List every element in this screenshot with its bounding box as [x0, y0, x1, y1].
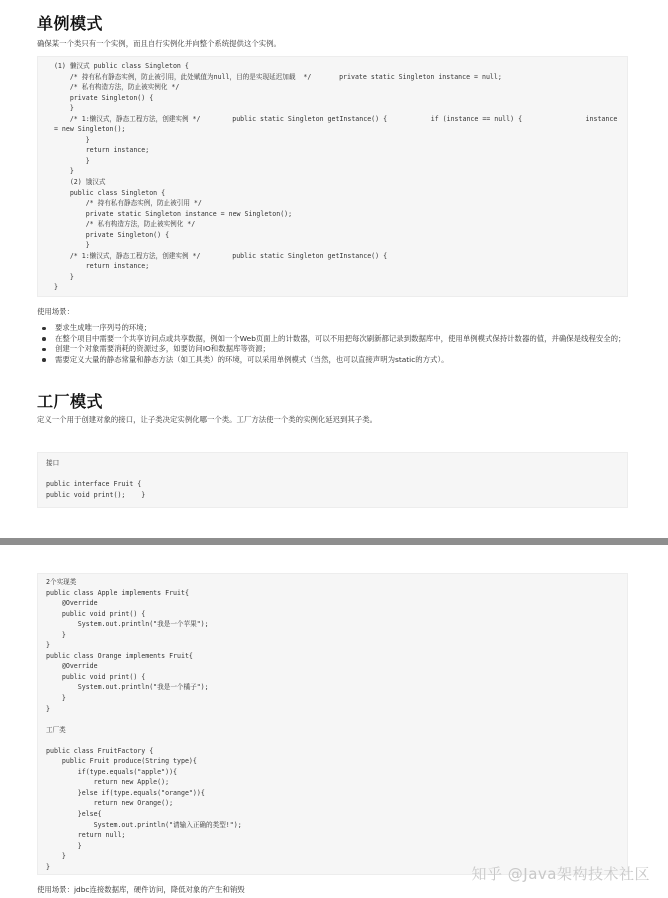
code-line: /* 持有私有静态实例，防止被引用，此处赋值为null，目的是实现延迟加载 */ private static Singleton instance = null;	[46, 72, 502, 81]
list-item: 需要定义大量的静态常量和静态方法（如工具类）的环境，可以采用单例模式（当然，也可以直接声明为static的方式）。	[37, 355, 632, 366]
singleton-usage-list	[37, 323, 632, 365]
code-line: if(type.equals("apple")){	[46, 767, 178, 776]
code-line: }	[46, 104, 74, 113]
factory-impl-code-block	[37, 573, 628, 875]
code-line: 2个实现类	[46, 578, 77, 586]
code-line: = new Singleton();	[46, 125, 126, 134]
code-line: }	[46, 272, 74, 281]
code-line: }	[46, 862, 50, 871]
code-line	[46, 469, 623, 480]
code-line: /* 私有构造方法，防止被实例化 */	[46, 220, 196, 229]
list-item: 创建一个对象需要消耗的资源过多，如要访问IO和数据库等资源；	[37, 344, 632, 355]
code-line: }	[46, 630, 66, 639]
code-line	[46, 735, 623, 746]
code-line: }else if(type.equals("orange")){	[46, 788, 205, 797]
page-bottom	[0, 545, 668, 898]
code-line: 工厂类	[46, 725, 66, 734]
code-line: }	[46, 641, 50, 650]
factory-description: 定义一个用于创建对象的接口，让子类决定实例化哪一个类。工厂方法使一个类的实例化延迟到其子类。	[37, 415, 377, 424]
code-line: @Override	[46, 599, 98, 608]
code-line: }	[46, 694, 66, 703]
code-line: public class Orange implements Fruit{	[46, 651, 193, 660]
code-line: public void print() {	[46, 609, 146, 618]
code-line: System.out.println("请输入正确的类型!");	[46, 820, 242, 829]
code-line: public void print(); }	[46, 490, 146, 499]
singleton-usage-label: 使用场景：	[37, 307, 74, 316]
code-line: /* 私有构造方法，防止被实例化 */	[46, 83, 180, 92]
factory-interface-code-block	[37, 452, 628, 508]
factory-usage: 使用场景：jdbc连接数据库，硬件访问，降低对象的产生和销毁	[37, 885, 245, 894]
code-line: public void print() {	[46, 672, 146, 681]
code-line: public Fruit produce(String type){	[46, 757, 197, 766]
code-line: System.out.println("我是一个苹果");	[46, 620, 209, 629]
code-line: }	[46, 841, 82, 850]
code-line: return instance;	[46, 146, 150, 155]
code-line: System.out.println("我是一个橘子");	[46, 683, 209, 692]
code-line: }else{	[46, 810, 102, 819]
singleton-code-block	[37, 56, 628, 297]
code-line: private static Singleton instance = new Singleton();	[46, 209, 293, 218]
code-line: 接口	[46, 459, 60, 467]
code-line: return new Apple();	[46, 778, 170, 787]
code-line: }	[46, 156, 90, 165]
code-line: (2) 饿汉式	[46, 178, 106, 187]
singleton-title: 单例模式	[37, 14, 104, 33]
code-line: @Override	[46, 662, 98, 671]
code-line: return new Orange();	[46, 799, 174, 808]
singleton-description: 确保某一个类只有一个实例，而且自行实例化并向整个系统提供这个实例。	[37, 39, 281, 48]
code-line: /* 持有私有静态实例，防止被引用 */	[46, 199, 202, 208]
code-line: return null;	[46, 831, 126, 840]
code-line: public class Apple implements Fruit{	[46, 588, 189, 597]
code-line: }	[46, 135, 90, 144]
code-line: /* 1:懒汉式，静态工程方法，创建实例 */ public static Singleton getInstance() { if (instance == null) { instance	[46, 114, 618, 123]
code-line	[46, 714, 623, 725]
list-item: 在整个项目中需要一个共享访问点或共享数据，例如一个Web页面上的计数器，可以不用把每次刷新都记录到数据库中，使用单例模式保持计数器的值，并确保是线程安全的；	[37, 334, 632, 345]
code-line: }	[46, 167, 74, 176]
code-line: (1) 懒汉式 public class Singleton {	[46, 62, 189, 70]
page-divider	[0, 538, 668, 545]
code-line: }	[46, 241, 90, 250]
list-item: 要求生成唯一序列号的环境；	[37, 323, 632, 334]
watermark: 知乎 @Java架构技术社区	[471, 865, 650, 883]
code-line: return instance;	[46, 262, 150, 271]
code-line: public class Singleton {	[46, 188, 166, 197]
code-line: }	[46, 852, 66, 861]
code-line: }	[46, 283, 58, 292]
code-line: private Singleton() {	[46, 93, 154, 102]
code-line: private Singleton() {	[46, 230, 170, 239]
code-line: public class FruitFactory {	[46, 746, 154, 755]
code-line: /* 1:懒汉式，静态工程方法，创建实例 */ public static Singleton getInstance() {	[46, 251, 388, 260]
factory-title: 工厂模式	[37, 392, 104, 411]
code-line: public interface Fruit {	[46, 480, 142, 489]
code-line: }	[46, 704, 50, 713]
